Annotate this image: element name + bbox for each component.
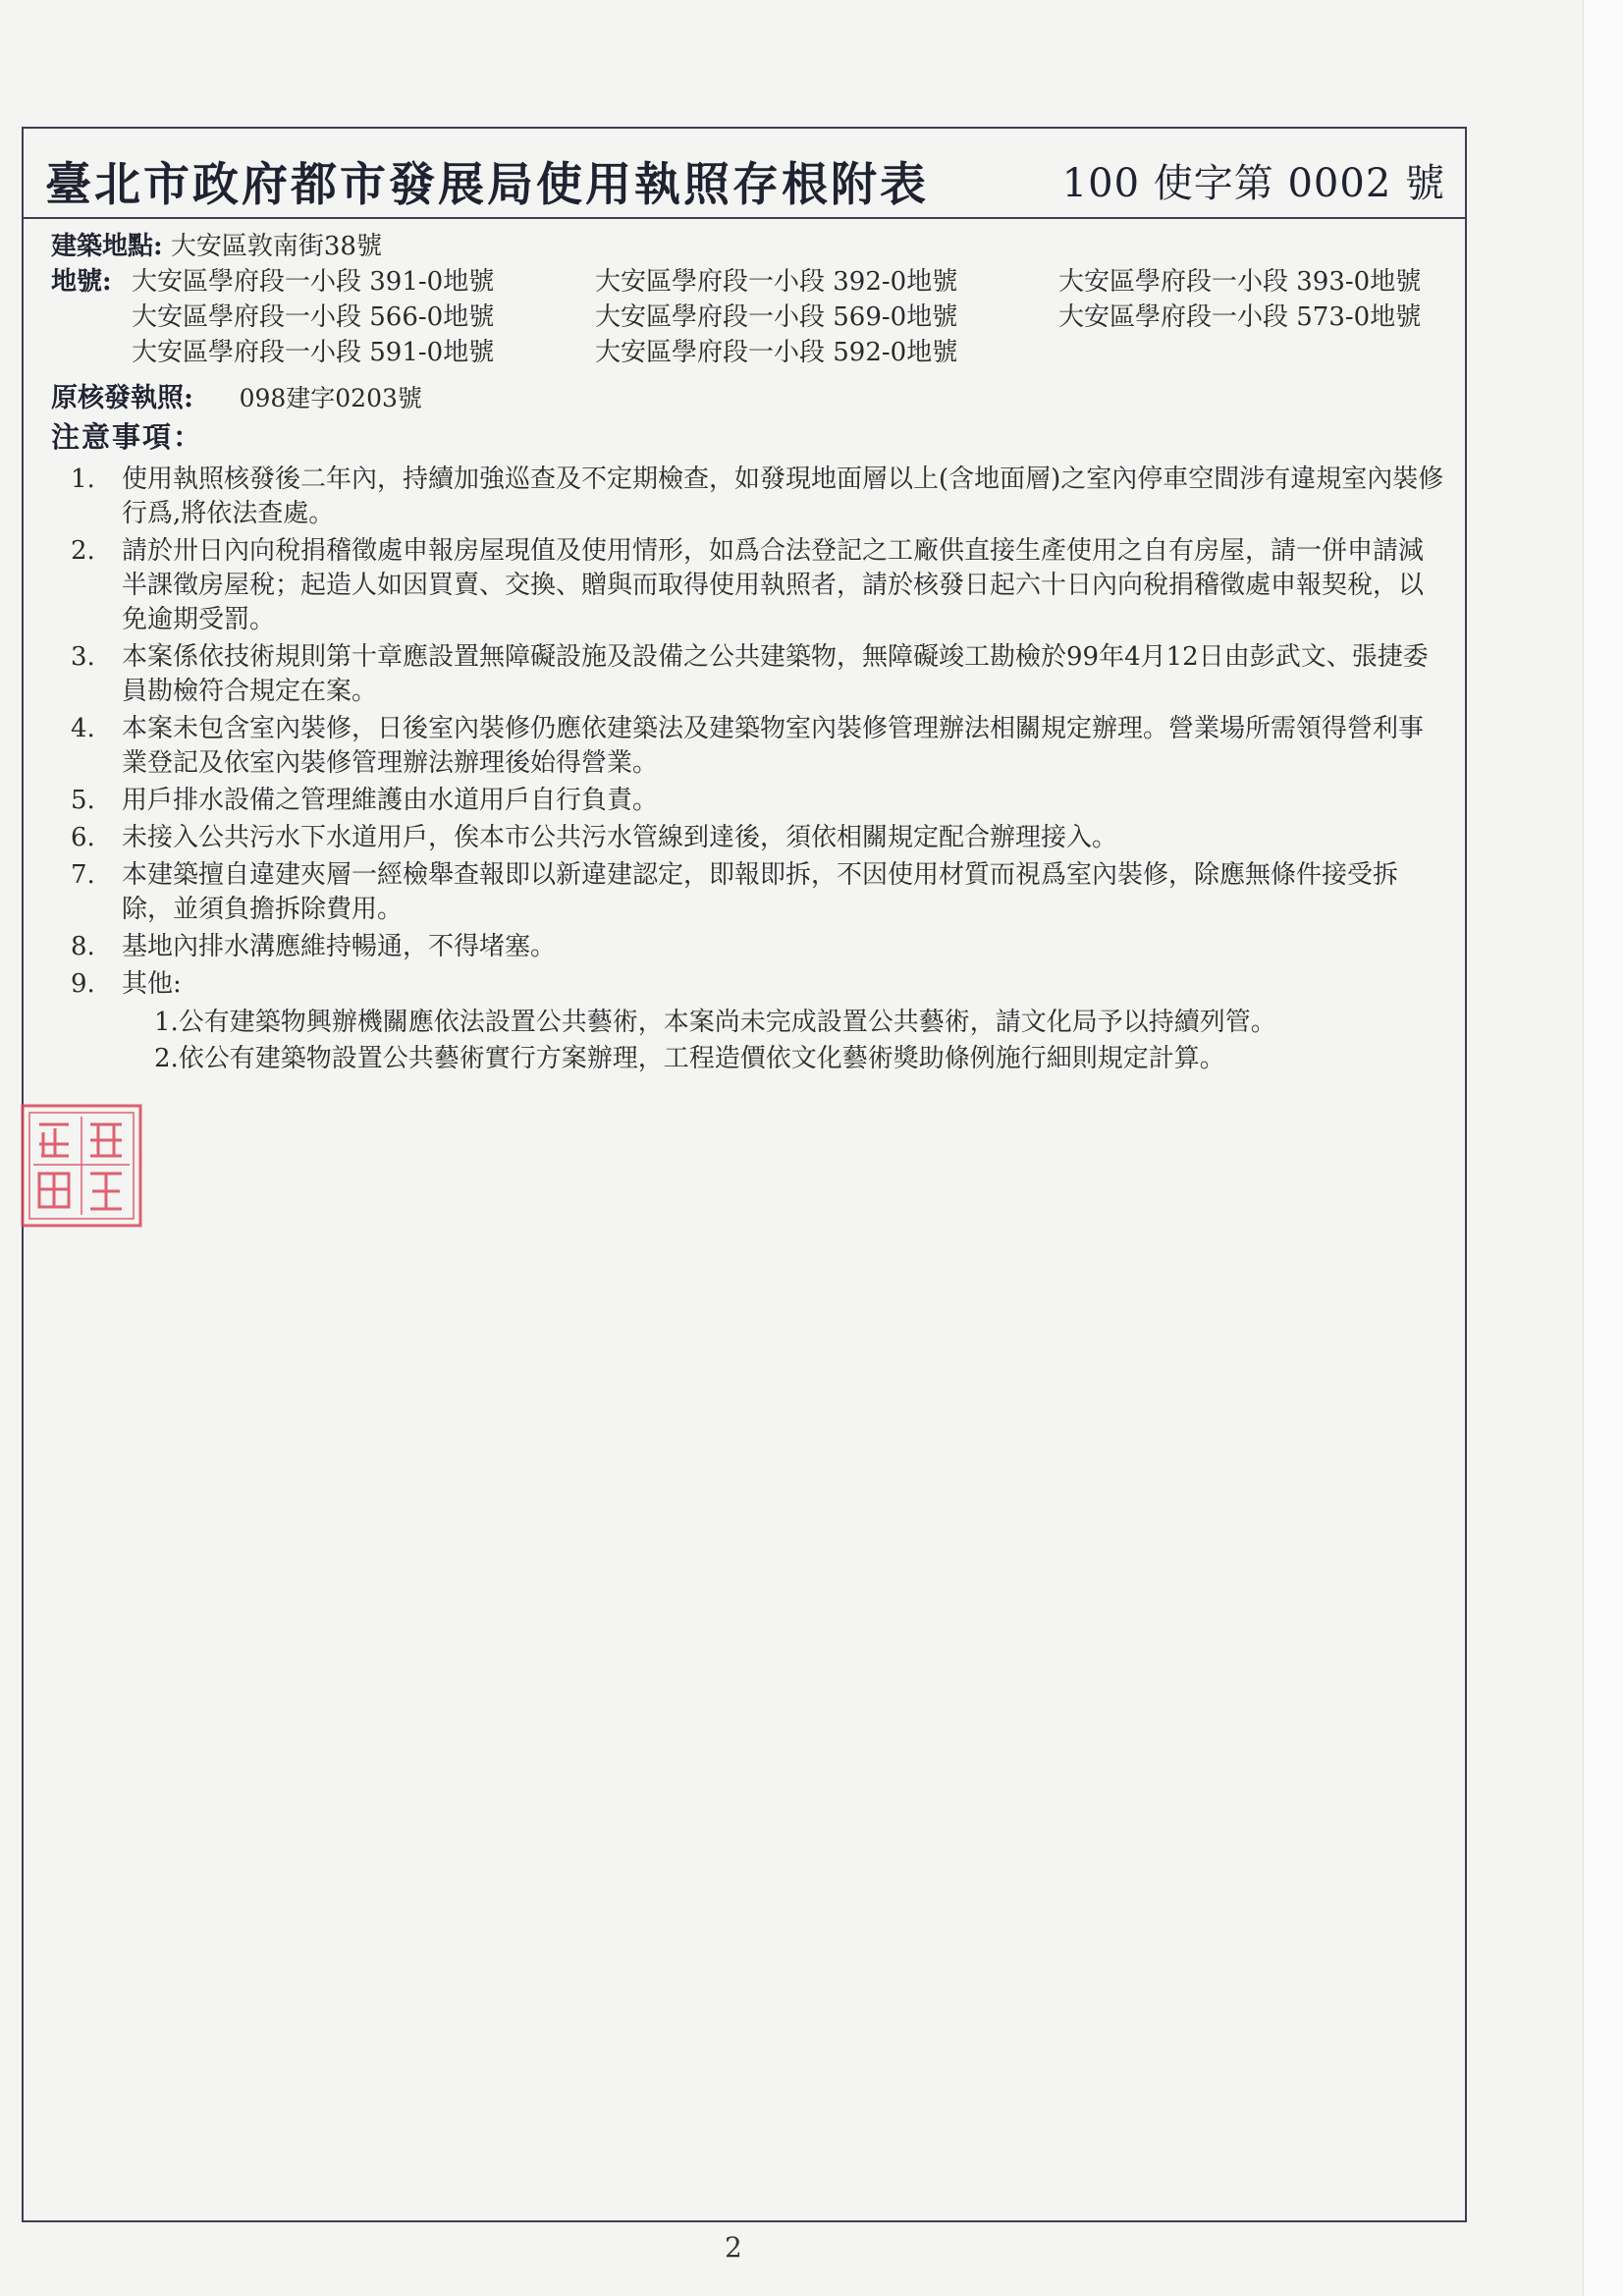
note-text: 請於卅日內向稅捐稽徵處申報房屋現值及使用情形，如爲合法登記之工廠供直接生產使用之自有房屋，請一併申請減半課徵房屋稅；起造人如因買賣、交換、贈與而取得使用執照者，請於核發日起六十日內向稅捐稽徵處申報契稅，以免逾期受罰。	[122, 536, 1425, 634]
note-text: 未接入公共污水下水道用戶，俟本市公共污水管線到達後，須依相關規定配合辦理接入。	[122, 823, 1118, 852]
note-number: 8.	[71, 932, 95, 961]
lot-item: 大安區學府段一小段 591-0地號	[132, 338, 495, 367]
header	[24, 129, 1465, 219]
note-number: 3.	[71, 642, 95, 672]
lot-item: 大安區學府段一小段 391-0地號	[132, 267, 495, 297]
note-number: 6.	[71, 823, 95, 852]
lot-item: 大安區學府段一小段 392-0地號	[595, 267, 958, 297]
note-text: 本案未包含室內裝修，日後室內裝修仍應依建築法及建築物室內裝修管理辦法相關規定辦理。營業場所需領得營利事業登記及依室內裝修管理辦法辦理後始得營業。	[122, 714, 1425, 778]
note-text: 本建築擅自違建夾層一經檢舉查報即以新違建認定，即報即拆，不因使用材質而視爲室內裝修，除應無條件接受拆除，並須負擔拆除費用。	[122, 860, 1399, 924]
note-item	[51, 930, 1445, 964]
note-text: 基地內排水溝應維持暢通，不得堵塞。	[122, 932, 557, 961]
note-number: 1.	[71, 465, 95, 494]
address-row	[51, 229, 1445, 264]
lots-label: 地號:	[51, 267, 112, 297]
lot-item: 大安區學府段一小段 393-0地號	[1058, 267, 1422, 297]
note-item	[51, 967, 1445, 1002]
page-number: 2	[725, 2231, 742, 2264]
note-item	[51, 858, 1445, 927]
permit-number: 100 使字第 0002 號	[1061, 161, 1445, 206]
notes-list	[51, 463, 1445, 1002]
original-permit-label: 原核發執照:	[51, 383, 193, 413]
lot-item: 大安區學府段一小段 566-0地號	[132, 302, 495, 332]
address-label: 建築地點:	[51, 232, 163, 261]
sub-note-item: 2.依公有建築物設置公共藝術實行方案辦理，工程造價依文化藝術獎助條例施行細則規定計算。	[154, 1044, 1225, 1073]
note-number: 4.	[71, 714, 95, 743]
note-number: 7.	[71, 860, 95, 890]
note-item	[51, 463, 1445, 531]
note-item	[51, 821, 1445, 855]
original-permit-row	[51, 380, 1445, 417]
document-frame	[22, 127, 1467, 2222]
official-seal-stamp	[20, 1103, 143, 1229]
note-text: 使用執照核發後二年內，持續加強巡查及不定期檢查，如發現地面層以上(含地面層)之室內停車空間涉有違規室內裝修行爲,將依法查處。	[122, 465, 1444, 528]
note-text: 用戶排水設備之管理維護由水道用戶自行負責。	[122, 786, 659, 815]
page-title: 臺北市政府都市發展局使用執照存根附表	[45, 158, 929, 212]
sub-note-item: 1.公有建築物興辦機關應依法設置公共藝術，本案尚未完成設置公共藝術，請文化局予以持續列管。	[154, 1008, 1276, 1037]
lot-item: 大安區學府段一小段 573-0地號	[1058, 302, 1422, 332]
note-text: 其他:	[122, 969, 182, 999]
note-item	[51, 534, 1445, 637]
note-number: 9.	[71, 969, 95, 999]
note-number: 2.	[71, 536, 95, 566]
note-item	[51, 712, 1445, 781]
scan-edge	[1583, 0, 1623, 2296]
lot-grid	[51, 264, 1445, 370]
note-text: 本案係依技術規則第十章應設置無障礙設施及設備之公共建築物，無障礙竣工勘檢於99年4月12日由彭武文、張捷委員勘檢符合規定在案。	[122, 642, 1429, 706]
note-item	[51, 784, 1445, 818]
address-value: 大安區敦南街38號	[170, 232, 382, 261]
original-permit-value: 098建字0203號	[239, 384, 422, 412]
lot-item: 大安區學府段一小段 569-0地號	[595, 302, 958, 332]
note-item	[51, 640, 1445, 709]
notes-title: 注意事項：	[51, 420, 204, 454]
lot-item: 大安區學府段一小段 592-0地號	[595, 338, 958, 367]
document-body	[51, 229, 1445, 1077]
note-number: 5.	[71, 786, 95, 815]
